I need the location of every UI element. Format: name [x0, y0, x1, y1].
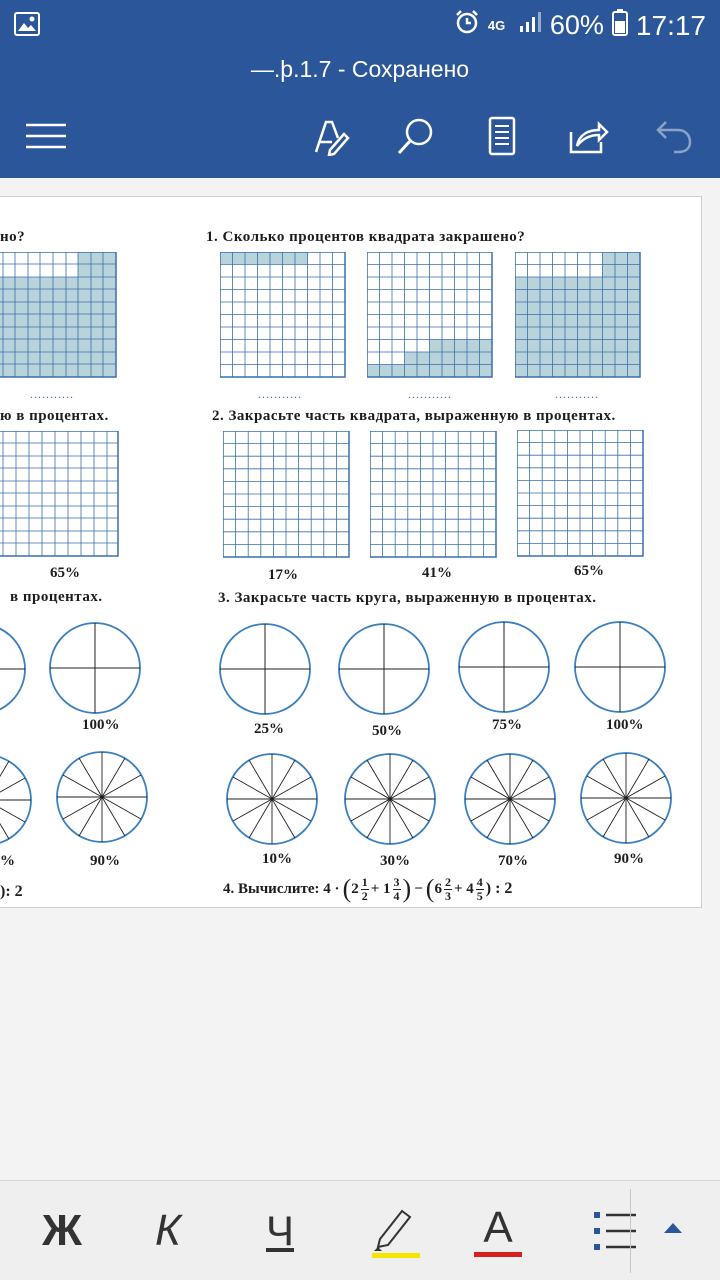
document-canvas[interactable]: [0, 178, 720, 1180]
expand-toolbar-icon[interactable]: [664, 1223, 682, 1233]
draw-pen-icon[interactable]: [306, 112, 354, 160]
highlight-button[interactable]: [350, 1201, 430, 1261]
share-icon[interactable]: [564, 112, 612, 160]
left-q1-tail: но?: [0, 229, 26, 245]
italic-button[interactable]: К: [155, 1206, 181, 1255]
underline-button[interactable]: Ч: [266, 1207, 294, 1254]
left-circle-partial-2: [0, 752, 34, 848]
battery-percent: 60%: [549, 10, 604, 40]
question-1-title: 1. Сколько процентов квадрата закрашено?: [206, 229, 526, 245]
left-q3-tail: в процентах.: [10, 589, 103, 605]
q3-label-r2-3: 70%: [498, 853, 528, 869]
q1-square-1: [220, 252, 348, 380]
font-color-swatch: [474, 1252, 522, 1257]
q4-fraction-3: 2 3: [444, 874, 451, 903]
q4-fraction-1: 1 2: [361, 874, 368, 903]
battery-icon: [612, 8, 628, 43]
q3-circle-25: [217, 621, 313, 717]
q1-answer-blank-3: ...........: [555, 387, 599, 401]
bold-button[interactable]: Ж: [42, 1206, 82, 1255]
q1-answer-blank-2: ...........: [408, 387, 452, 401]
q1-square-2: [367, 252, 495, 380]
network-type: 4G: [487, 18, 506, 33]
font-color-button[interactable]: [458, 1201, 538, 1261]
q3-label-r2-4: 90%: [614, 851, 644, 867]
left-square-1: [0, 252, 120, 380]
q3-circle-30: [342, 751, 438, 847]
left-q2-tail: ю в процентах.: [0, 408, 109, 424]
alarm-icon: [454, 9, 480, 42]
format-toolbar: [0, 1180, 720, 1280]
left-answer-blank: ...........: [30, 387, 74, 401]
q3-label-r1-4: 100%: [606, 717, 644, 733]
menu-icon[interactable]: [22, 112, 70, 160]
q4-plus-2: + 4: [453, 880, 474, 897]
q4-fraction-4: 4 5: [476, 874, 483, 903]
left-label-90: 90%: [90, 853, 120, 869]
q3-circle-100: [572, 619, 668, 715]
gallery-notification-icon: [14, 12, 40, 41]
left-label-100: 100%: [82, 717, 120, 733]
document-page[interactable]: [0, 196, 702, 908]
q4-prefix: 4. Вычислите: 4 ·: [223, 880, 340, 897]
q2-square-41: [370, 431, 500, 561]
left-tail-2: ): 2: [0, 883, 23, 900]
left-square-2: [0, 431, 122, 559]
undo-icon[interactable]: [650, 112, 698, 160]
q2-square-17: [223, 431, 353, 561]
left-circle-100: [47, 620, 143, 716]
clock: 17:17: [635, 9, 706, 41]
q4-fraction-2: 3 4: [393, 874, 400, 903]
q4-end: ) : 2: [485, 880, 513, 897]
q4-minus: −: [414, 880, 423, 897]
q1-answer-blank-1: ...........: [258, 387, 302, 401]
q3-circle-90: [578, 750, 674, 846]
document-title: —.þ.1.7 - Сохранено: [250, 56, 470, 82]
q4-plus-1: + 1: [370, 880, 391, 897]
q3-label-r2-1: 10%: [262, 851, 292, 867]
toolbar-divider: [630, 1189, 631, 1273]
q2-label-3: 65%: [574, 563, 604, 579]
q3-label-r1-2: 50%: [372, 723, 402, 739]
q3-circle-75: [456, 619, 552, 715]
bullet-list-button[interactable]: [566, 1201, 646, 1261]
font-color-letter: А: [483, 1202, 513, 1252]
q4-term-1-whole: 2: [351, 880, 359, 897]
app-bar: [0, 48, 720, 178]
q4-close-paren-1: ): [402, 874, 412, 903]
left-label-65: 65%: [50, 565, 80, 581]
question-4: [223, 867, 512, 908]
q3-label-r2-2: 30%: [380, 853, 410, 869]
highlighter-icon: [360, 1201, 420, 1261]
left-label-pct: %: [0, 853, 15, 869]
q2-label-1: 17%: [268, 567, 298, 583]
q4-term-3-whole: 6: [434, 880, 442, 897]
status-bar: [0, 0, 720, 48]
search-icon[interactable]: [392, 112, 440, 160]
reading-view-icon[interactable]: [478, 112, 526, 160]
q2-label-2: 41%: [422, 565, 452, 581]
bullet-list-icon: [576, 1206, 636, 1256]
q3-circle-10: [224, 751, 320, 847]
q3-label-r1-1: 25%: [254, 721, 284, 737]
signal-icon: [518, 10, 542, 41]
q2-square-65: [517, 430, 647, 560]
left-circle-90: [54, 749, 150, 845]
q3-circle-50: [336, 621, 432, 717]
q1-square-3: [515, 252, 643, 380]
q3-circle-70: [462, 751, 558, 847]
q4-open-paren-2: (: [425, 874, 435, 903]
question-2-title: 2. Закрасьте часть квадрата, выраженную в процентах.: [212, 408, 616, 424]
question-3-title: 3. Закрасьте часть круга, выраженную в процентах.: [218, 590, 597, 606]
q4-open-paren: (: [342, 874, 352, 903]
q3-label-r1-3: 75%: [492, 717, 522, 733]
left-circle-partial-1: [0, 622, 30, 722]
